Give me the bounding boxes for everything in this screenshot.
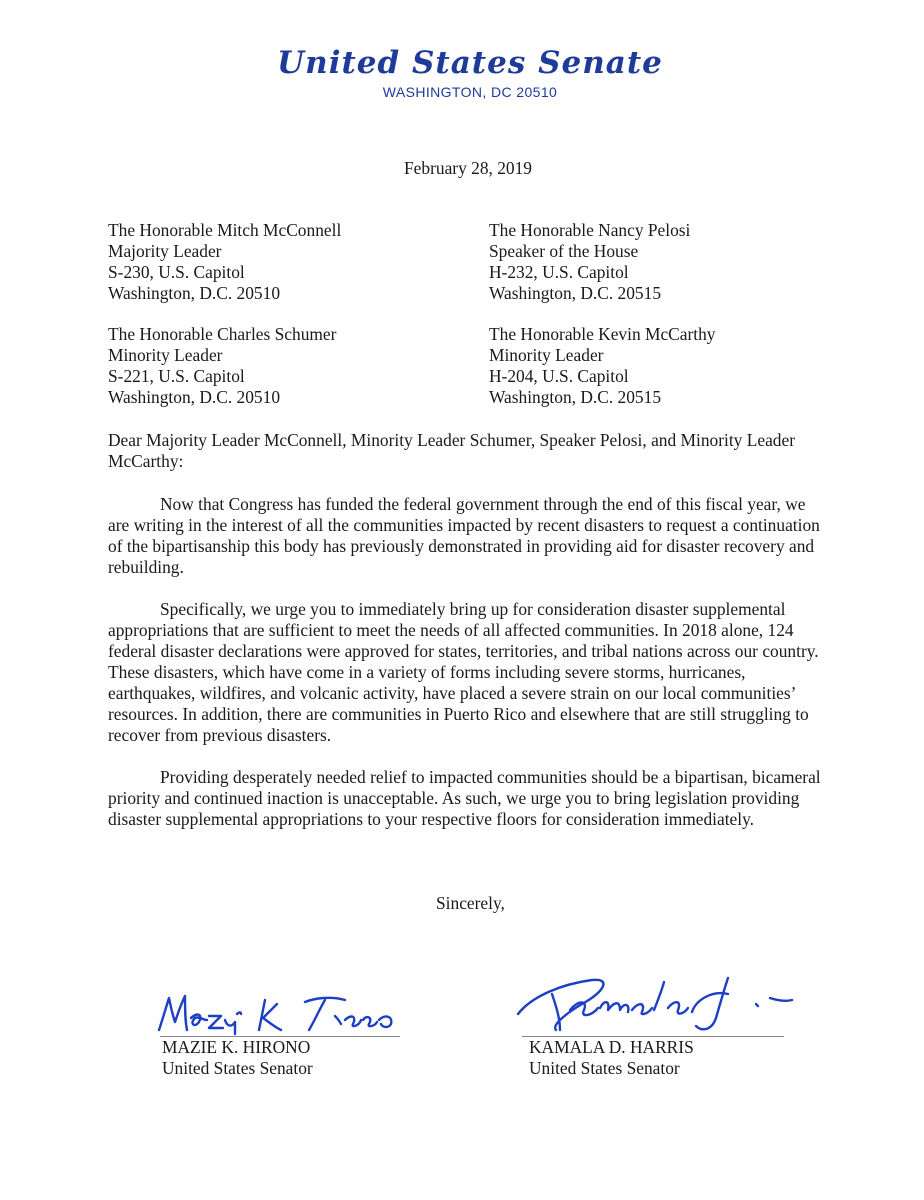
- recipient-title: Majority Leader: [108, 241, 222, 261]
- recipient-office: S-230, U.S. Capitol: [108, 262, 245, 282]
- letter-date: February 28, 2019: [404, 158, 532, 178]
- recipient-office: H-232, U.S. Capitol: [489, 262, 629, 282]
- signatory-name: KAMALA D. HARRIS: [529, 1037, 694, 1057]
- recipient-address-block: [489, 220, 690, 304]
- recipient-name: The Honorable Charles Schumer: [108, 324, 337, 344]
- body-paragraph: Specifically, we urge you to immediately bring up for consideration disaster supplemental appropriations that are sufficient to meet the needs of all affected communities. In 2018 alone, 124 federal disaster declarations were approved for states, territories, and tribal nations across our country. These disasters, which have come in a variety of forms including severe storms, hurricanes, earthquakes, wildfires, and volcanic activity, have placed a severe strain on our local communities’ resources. In addition, there are communities in Puerto Rico and elsewhere that are still struggling to recover from previous disasters.: [108, 599, 819, 745]
- signatory-name: MAZIE K. HIRONO: [162, 1037, 311, 1057]
- signature-harris: [512, 960, 812, 1036]
- signature-block: [512, 960, 812, 1079]
- recipient-address-block: [108, 220, 341, 304]
- signatory-title: United States Senator: [162, 1058, 313, 1078]
- recipient-title: Minority Leader: [489, 345, 604, 365]
- recipient-address-block: [108, 324, 336, 408]
- signature-block: [155, 990, 425, 1079]
- recipient-city: Washington, D.C. 20515: [489, 387, 662, 407]
- signatory-title: United States Senator: [529, 1058, 680, 1078]
- recipient-office: H-204, U.S. Capitol: [489, 366, 629, 386]
- letterhead-title: United States Senate: [277, 45, 663, 81]
- recipient-name: The Honorable Mitch McConnell: [108, 220, 342, 240]
- body-paragraph: Providing desperately needed relief to impacted communities should be a bipartisan, bicameral priority and continued inaction is unacceptable. As such, we urge you to bring legislation providing disaster supplemental appropriations to your respective floors for consideration immediately.: [108, 767, 821, 829]
- letterhead: [0, 44, 924, 100]
- recipient-name: The Honorable Kevin McCarthy: [489, 324, 716, 344]
- recipient-office: S-221, U.S. Capitol: [108, 366, 245, 386]
- recipient-address-block: [489, 324, 716, 408]
- recipient-city: Washington, D.C. 20510: [108, 387, 281, 407]
- signature-hirono: [155, 990, 425, 1036]
- letterhead-address: WASHINGTON, DC 20510: [382, 84, 558, 100]
- recipient-title: Minority Leader: [108, 345, 223, 365]
- recipient-name: The Honorable Nancy Pelosi: [489, 220, 691, 240]
- recipient-city: Washington, D.C. 20515: [489, 283, 662, 303]
- recipient-city: Washington, D.C. 20510: [108, 283, 281, 303]
- body-paragraph: Now that Congress has funded the federal government through the end of this fiscal year, we are writing in the interest of all the communities impacted by recent disasters to request a continuation of the bipartisanship this body has previously demonstrated in providing aid for disaster recovery and rebuilding.: [108, 494, 820, 577]
- closing: Sincerely,: [436, 893, 505, 913]
- salutation: Dear Majority Leader McConnell, Minority Leader Schumer, Speaker Pelosi, and Minority Leader McCarthy:: [108, 430, 795, 471]
- recipient-title: Speaker of the House: [489, 241, 639, 261]
